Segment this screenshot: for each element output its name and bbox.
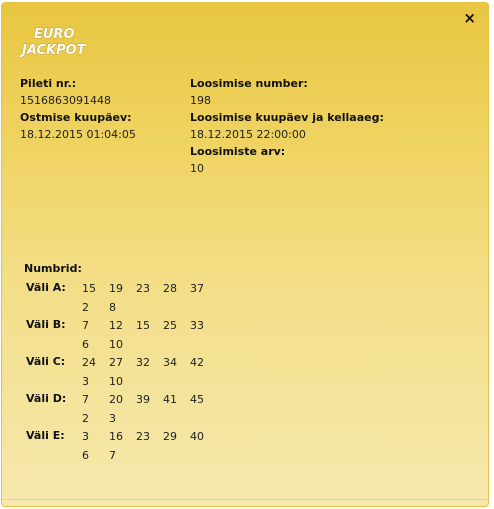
eurojackpot-logo xyxy=(20,23,86,59)
field-row-c xyxy=(24,355,217,389)
field-numbers xyxy=(82,392,217,426)
main-number: 7 xyxy=(82,319,89,332)
main-number: 20 xyxy=(109,393,123,406)
extra-number: 8 xyxy=(109,301,116,314)
draws-count-value: 10 xyxy=(190,162,204,175)
field-label: Väli B: xyxy=(26,318,66,331)
main-number: 23 xyxy=(136,430,150,443)
main-number: 42 xyxy=(190,356,204,369)
logo-line1: EURO xyxy=(34,27,75,42)
main-number: 32 xyxy=(136,356,150,369)
field-label: Väli D: xyxy=(26,392,67,405)
main-number: 27 xyxy=(109,356,123,369)
bottom-divider xyxy=(2,499,488,500)
main-number: 45 xyxy=(190,393,204,406)
extra-number: 6 xyxy=(82,449,89,462)
main-number: 3 xyxy=(82,430,89,443)
numbers-section xyxy=(24,262,217,463)
logo-line2: JACKPOT xyxy=(22,43,86,58)
main-number: 7 xyxy=(82,393,89,406)
main-number: 33 xyxy=(190,319,204,332)
field-numbers xyxy=(82,429,217,463)
extra-number: 2 xyxy=(82,412,89,425)
ticket-number-value: 1516863091448 xyxy=(20,94,111,107)
main-number: 23 xyxy=(136,282,150,295)
field-numbers xyxy=(82,318,217,352)
field-numbers xyxy=(82,281,217,315)
field-row-e xyxy=(24,429,217,463)
field-label: Väli A: xyxy=(26,281,66,294)
main-number: 24 xyxy=(82,356,96,369)
section-divider xyxy=(2,235,488,236)
main-number: 39 xyxy=(136,393,150,406)
draw-number-label: Loosimise number: xyxy=(190,77,308,90)
main-number: 12 xyxy=(109,319,123,332)
field-row-d xyxy=(24,392,217,426)
ticket-info-right xyxy=(190,75,480,177)
main-number: 28 xyxy=(163,282,177,295)
field-numbers xyxy=(82,355,217,389)
numbers-heading: Numbrid: xyxy=(24,262,82,275)
main-number: 40 xyxy=(190,430,204,443)
extra-number: 6 xyxy=(82,338,89,351)
field-row-a xyxy=(24,281,217,315)
extra-number: 7 xyxy=(109,449,116,462)
main-number: 16 xyxy=(109,430,123,443)
draw-datetime-label: Loosimise kuupäev ja kellaaeg: xyxy=(190,111,384,124)
extra-number: 3 xyxy=(109,412,116,425)
extra-number: 10 xyxy=(109,375,123,388)
purchase-date-label: Ostmise kuupäev: xyxy=(20,111,132,124)
draws-count-label: Loosimiste arv: xyxy=(190,145,286,158)
main-number: 37 xyxy=(190,282,204,295)
draw-datetime-value: 18.12.2015 22:00:00 xyxy=(190,128,306,141)
main-number: 25 xyxy=(163,319,177,332)
main-number: 15 xyxy=(136,319,150,332)
main-number: 34 xyxy=(163,356,177,369)
ticket-info-left xyxy=(20,75,180,143)
field-row-b xyxy=(24,318,217,352)
ticket-number-label: Pileti nr.: xyxy=(20,77,77,90)
field-label: Väli E: xyxy=(26,429,65,442)
close-icon[interactable]: × xyxy=(463,9,476,27)
main-number: 29 xyxy=(163,430,177,443)
field-label: Väli C: xyxy=(26,355,66,368)
purchase-date-value: 18.12.2015 01:04:05 xyxy=(20,128,136,141)
extra-number: 3 xyxy=(82,375,89,388)
extra-number: 2 xyxy=(82,301,89,314)
main-number: 15 xyxy=(82,282,96,295)
extra-number: 10 xyxy=(109,338,123,351)
main-number: 41 xyxy=(163,393,177,406)
main-number: 19 xyxy=(109,282,123,295)
ticket-dialog xyxy=(1,2,489,507)
draw-number-value: 198 xyxy=(190,94,211,107)
